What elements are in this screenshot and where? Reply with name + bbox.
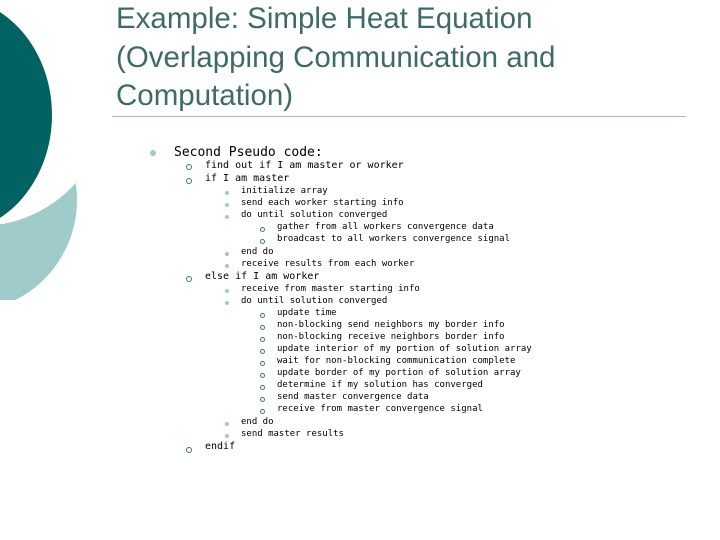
bullet-level3: [225, 301, 229, 305]
bullet-level4: [260, 227, 265, 232]
bullet-level3: [225, 434, 229, 438]
body-heading: Second Pseudo code:: [174, 145, 323, 160]
pseudo-line: update time: [277, 308, 337, 318]
bullet-level4: [260, 397, 265, 402]
pseudo-line: if I am master: [205, 173, 290, 184]
bullet-level3: [225, 203, 229, 207]
bullet-level1: [150, 150, 156, 156]
bullet-level3: [225, 289, 229, 293]
pseudo-line: update border of my portion of solution array: [277, 368, 521, 378]
bullet-level4: [260, 337, 265, 342]
bullet-level4: [260, 409, 265, 414]
bullet-level3: [225, 252, 229, 256]
pseudo-line: do until solution converged: [241, 296, 388, 306]
pseudo-line: send master convergence data: [277, 392, 429, 402]
slide-title-line-3: Computation): [116, 79, 294, 112]
bullet-level4: [260, 385, 265, 390]
bullet-level3: [225, 191, 229, 195]
bullet-level4: [260, 239, 265, 244]
pseudo-line: do until solution converged: [241, 210, 388, 220]
pseudo-line: receive from master convergence signal: [277, 404, 483, 414]
slide-title-line-1: Example: Simple Heat Equation: [116, 2, 533, 35]
bullet-level2: [186, 178, 192, 184]
bullet-level4: [260, 313, 265, 318]
bullet-level2: [186, 164, 192, 170]
pseudo-line: determine if my solution has converged: [277, 380, 483, 390]
pseudo-line: receive from master starting info: [241, 284, 420, 294]
bullet-level3: [225, 264, 229, 268]
bullet-level4: [260, 325, 265, 330]
bullet-level2: [186, 276, 192, 282]
pseudo-line: else if I am worker: [205, 271, 320, 282]
slide-title-line-2: (Overlapping Communication and: [116, 40, 556, 74]
pseudo-line: send each worker starting info: [241, 198, 404, 208]
bullet-level4: [260, 373, 265, 378]
bullet-level3: [225, 422, 229, 426]
pseudo-line: gather from all workers convergence data: [277, 222, 494, 232]
pseudo-line: broadcast to all workers convergence signal: [277, 234, 510, 244]
pseudo-line: update interior of my portion of solution array: [277, 344, 532, 354]
pseudo-line: initialize array: [241, 186, 328, 196]
pseudo-line: endif: [205, 441, 236, 452]
bullet-level4: [260, 349, 265, 354]
pseudo-line: receive results from each worker: [241, 259, 415, 269]
pseudo-line: end do: [241, 417, 274, 427]
pseudo-line: send master results: [241, 429, 344, 439]
pseudo-line: end do: [241, 247, 274, 257]
pseudo-line: non-blocking receive neighbors border info: [277, 332, 505, 342]
pseudo-line: wait for non-blocking communication complete: [277, 356, 516, 366]
bullet-level2: [186, 447, 192, 453]
pseudo-line: non-blocking send neighbors my border info: [277, 320, 505, 330]
pseudo-line: find out if I am master or worker: [205, 160, 404, 171]
bullet-level4: [260, 361, 265, 366]
bullet-level3: [225, 215, 229, 219]
